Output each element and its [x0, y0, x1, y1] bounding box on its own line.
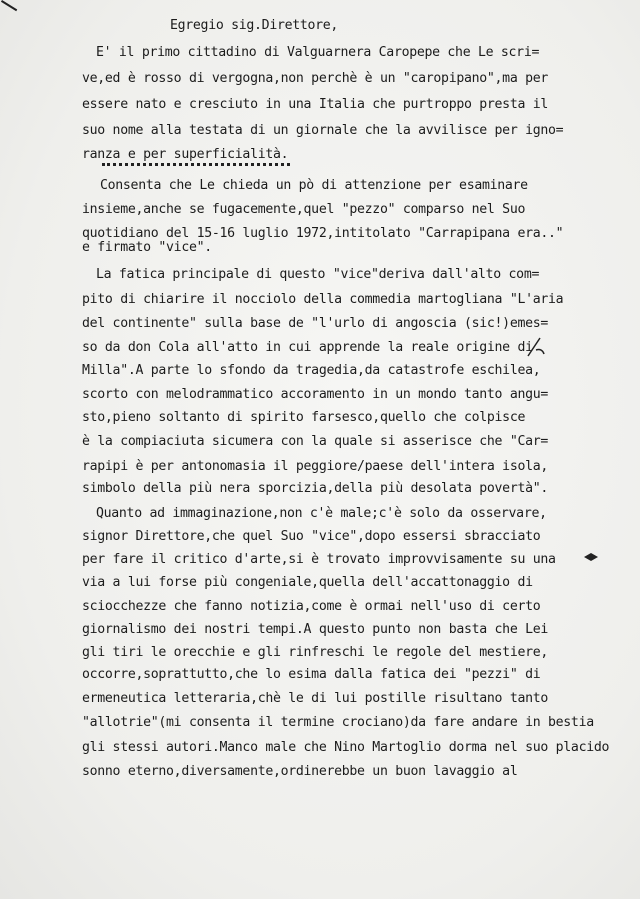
letter-line: rapipi è per antonomasia il peggiore/paese dell'intera isola, [82, 459, 549, 474]
salutation: Egregio sig.Direttore, [170, 18, 339, 33]
letter-line: insieme,anche se fugacemente,quel "pezzo" comparso nel Suo [82, 202, 526, 217]
letter-line: ve,ed è rosso di vergogna,non perchè è un "caropipano",ma per [82, 71, 549, 86]
letter-line: simbolo della più nera sporcizia,della più desolata povertà". [82, 481, 549, 496]
ink-blot [582, 551, 600, 563]
letter-line: è la compiaciuta sicumera con la quale si asserisce che "Car= [82, 434, 549, 449]
letter-line: per fare il critico d'arte,si è trovato improvvisamente su una [82, 552, 556, 567]
letter-line: E' il primo cittadino di Valguarnera Caropepe che Le scri= [96, 45, 540, 60]
letter-line: Consenta che Le chieda un pò di attenzione per esaminare [100, 178, 528, 193]
letter-line: gli tiri le orecchie e gli rinfreschi le regole del mestiere, [82, 645, 549, 660]
letter-line: e firmato "vice". [82, 240, 212, 255]
letter-line: La fatica principale di questo "vice"deriva dall'alto com= [96, 267, 540, 282]
letter-line: scorto con melodrammatico accoramento in un mondo tanto angu= [82, 387, 549, 402]
letter-line: giornalismo dei nostri tempi.A questo punto non basta che Lei [82, 622, 549, 637]
letter-line: Milla".A parte lo sfondo da tragedia,da catastrofe eschilea, [82, 363, 541, 378]
letter-line: sto,pieno soltanto di spirito farsesco,quello che colpisce [82, 410, 526, 425]
letter-line: signor Direttore,che quel Suo "vice",dopo essersi sbracciato [82, 529, 541, 544]
letter-line: essere nato e cresciuto in una Italia che purtroppo presta il [82, 97, 549, 112]
letter-line: pito di chiarire il nocciolo della commedia martogliana "L'aria [82, 292, 564, 307]
letter-line: ranza e per superficialità. [82, 147, 289, 162]
letter-line: occorre,soprattutto,che lo esima dalla fatica dei "pezzi" di [82, 667, 541, 682]
letter-line: Quanto ad immaginazione,non c'è male;c'è solo da osservare, [96, 506, 547, 521]
letter-line: via a lui forse più congeniale,quella dell'accattonaggio di [82, 575, 533, 590]
corner-pen-mark [0, 0, 17, 23]
struck-out-line [102, 163, 290, 166]
letter-line: so da don Cola all'atto in cui apprende la reale origine di [82, 340, 533, 355]
letter-line: "allotrie"(mi consenta il termine crociano)da fare andare in bestia [82, 715, 594, 730]
letter-line: gli stessi autori.Manco male che Nino Martoglio dorma nel suo placido [82, 740, 610, 755]
letter-line: sonno eterno,diversamente,ordinerebbe un buon lavaggio al [82, 764, 518, 779]
letter-line: suo nome alla testata di un giornale che la avvilisce per igno= [82, 123, 564, 138]
letter-line: ermeneutica letteraria,chè le di lui postille risultano tanto [82, 691, 549, 706]
letter-line: del continente" sulla base de "l'urlo di angoscia (sic!)emes= [82, 316, 549, 331]
letter-line: quotidiano del 15-16 luglio 1972,intitolato "Carrapipana era.." [82, 226, 564, 241]
letter-line: sciocchezze che fanno notizia,come è ormai nell'uso di certo [82, 599, 541, 614]
ink-mark [524, 336, 546, 360]
